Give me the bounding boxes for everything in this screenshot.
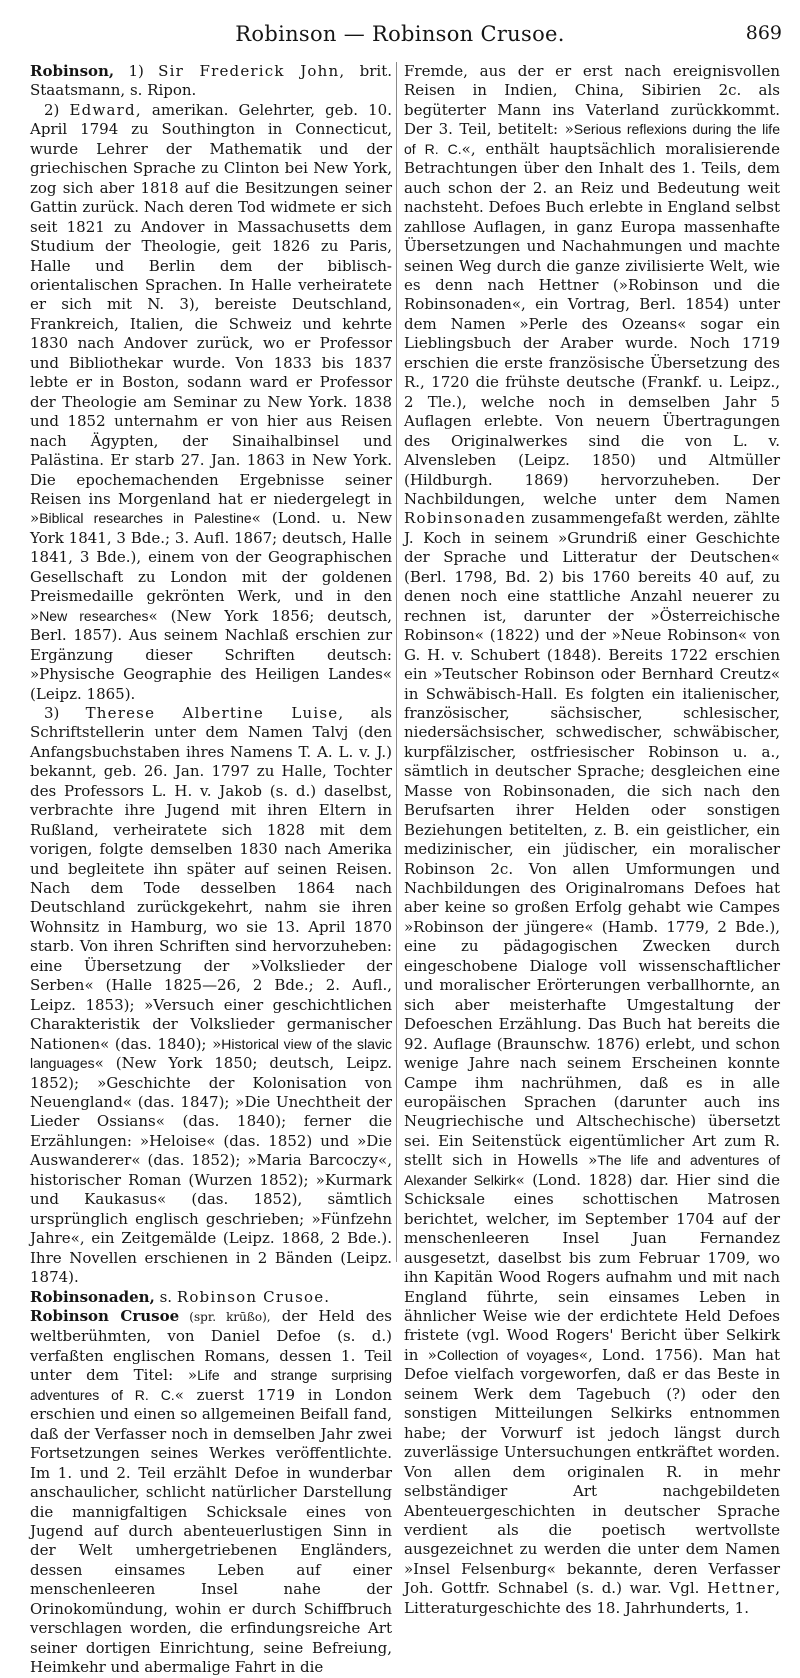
text-run: «, enthält hauptsächlich moralisierende Betrachtungen über den Inhalt des 1. Teils, dem auch schon der 2. an Reiz und Bedeutung weit nachsteht. Defoes Buch erlebte in England selbst zahllose Auflagen, in ganz Europa massenhafte Übersetzungen und Nachahmungen und machte seinen Weg durch die ganze zivilisierte Welt, wie es denn nach Hettner (»Robinson und die Robinsonaden«, ein Vortrag, Berl. 1854) unter dem Namen »Perle des Ozeans« sogar ein Lieblingsbuch der Araber wurde. Noch 1719 erschien die erste französische Übersetzung des R., 1720 die frühste deutsche (Frankf. u. Leipz., 2 Tle.), welche noch in demselben Jahr 5 Auflagen erlebte. Von neuern Übertragungen des Originalwerkes sind die von L. v. Alvensleben (Leipz. 1850) und Altmüller (Hildburgh. 1869) hervorzuheben. Der Nachbildungen, welche unter dem Namen — [404, 139, 780, 508]
text-run: brit. Staatsmann, s. Ripon. — [30, 62, 393, 100]
entry-lemma: Robinson, — [30, 62, 115, 80]
person-name: Therese Albertine Luise, — [85, 703, 345, 722]
entry-robinsonaden — [30, 1288, 392, 1307]
text-run: « (Lond. u. New York 1841, 3 Bde.; 3. Aufl. 1867; deutsch, Halle 1841, 3 Bde.), einem von der Geographischen Gesellschaft zu London mit der goldenen Preismedaille gekrönten Werk, und in den » — [30, 509, 392, 625]
entry-lemma: Robinson Crusoe — [30, 1307, 180, 1325]
cross-reference: Robinson Crusoe. — [176, 1287, 331, 1306]
entry-lemma: Robinsonaden, — [30, 1287, 155, 1306]
page-header — [0, 0, 800, 52]
book-title: Historical view of the slavic languages — [30, 1035, 392, 1072]
running-title: Robinson — Robinson Crusoe. — [235, 22, 565, 46]
column-divider — [396, 62, 397, 1262]
text-run: der Held des weltberühmten, von Daniel Defoe (s. d.) verfaßten englischen Romans, dessen 1. Teil unter dem Titel: » — [30, 1307, 393, 1385]
text-run: «, Lond. 1756). Man hat Defoe vielfach vorgeworfen, daß er das Beste in seinem Werk dem Tagebuch (?) oder den sonstigen Mitteilungen Selkirks entnommen habe; der Vorwurf ist jedoch längst durch zuverlässige Untersuchungen entkräftet worden. Von allen dem originalen R. in mehr selbständiger Art nachgebildeten Abenteuergeschichten in deutscher Sprache verdient als die poetisch wertvollste ausgezeichnet zu werden die unter dem Namen »Insel Felsenburg« bekannte, deren Verfasser Joh. Gottfr. Schnabel (s. d.) war. Vgl. — [404, 1345, 780, 1598]
book-title: Life and strange surprising adventures of R. C. — [30, 1367, 392, 1403]
book-title: Serious reflexions during the life of R. C. — [404, 121, 780, 157]
text-run: 3) — [44, 703, 86, 722]
text-run: amerikan. Gelehrter, geb. 10. April 1794 zu Southington in Connecticut, wurde Lehrer der Mathematik und der griechischen Sprache zu Clinton bei New York, zog sich aber 1818 auf die Besitzungen seiner Gattin zurück. Nach deren Tod widmete er sich seit 1821 zu Andover in Massachusetts dem Studium der Theologie, geit 1826 zu Paris, Halle und Berlin dem der biblisch-orientalischen Sprachen. In Halle verheiratete er sich mit N. 3), bereiste Deutschland, Frankreich, Italien, die Schweiz und kehrte 1830 nach Andover zurück, wo er Professor und Bibliothekar wurde. Von 1833 bis 1837 lebte er in Boston, sodann ward er Professor der Theologie am Seminar zu New York. 1838 und 1852 unternahm er von hier aus Reisen nach Ägypten, der Sinaihalbinsel und Palästina. Er starb 27. Jan. 1863 in New York. Die epochemachenden Ergebnisse seiner Reisen ins Morgenland hat er niedergelegt in » — [30, 100, 392, 528]
text-run: 2) — [44, 100, 70, 119]
text-run: Fremde, aus der er erst nach ereignisvollen Reisen in Indien, China, Sibirien 2c. als begüterter Mann ins Vaterland zurückkommt. Der 3. Teil, betitelt: » — [404, 62, 780, 139]
entry-robinson-paragraph-2 — [30, 101, 392, 704]
text-run: als Schriftstellerin unter dem Namen Talvj (den Anfangsbuchstaben ihres Namens T. A. L. v. J.) bekannt, geb. 26. Jan. 1797 zu Halle, Tochter des Professors L. H. v. Jakob (s. d.) daselbst, verbrachte ihre Jugend mit ihren Eltern in Rußland, verheiratete sich 1828 mit dem vorigen, folgte demselben 1830 nach Amerika und begleitete ihn später auf seinen Reisen. Nach dem Tode desselben 1864 nach Deutschland zurückgekehrt, nahm sie ihren Wohnsitz in Hamburg, wo sie 13. April 1870 starb. Von ihren Schriften sind hervorzuheben: eine Übersetzung der »Volkslieder der Serben« (Halle 1825—26, 2 Bde.; 2. Aufl., Leipz. 1853); »Versuch einer geschichtlichen Charakteristik der Volkslieder germanischer Nationen« (das. 1840); » — [30, 703, 392, 1053]
page-number: 869 — [745, 22, 782, 44]
person-name: Sir Frederick John, — [158, 62, 346, 80]
text-run: « zuerst 1719 in London erschien und einen so allgemeinen Beifall fand, daß der Verfasser noch in demselben Jahr zwei Fortsetzungen seines Werkes veröffentlichte. Im 1. und 2. Teil erzählt Defoe in wunderbar anschaulicher, schlicht natürlicher Darstellung die mannigfaltigen Schicksale eines von Jugend auf durch abenteuerlustigen Sinn in der Welt umhergetriebenen Engländers, dessen einsames Leben auf einer menschenleeren Insel nahe der Orinokomündung, wohin er durch Schiffbruch verschlagen worden, die erfindungsreiche Art seiner dortigen Einrichtung, seine Befreiung, Heimkehr und abermalige Fahrt in die — [30, 1385, 392, 1677]
text-run: « (Lond. 1828) dar. Hier sind die Schicksale eines schottischen Matrosen berichtet, welcher, im September 1704 auf der menschenleeren Insel Juan Fernandez ausgesetzt, daselbst bis zum Februar 1709, wo ihn Kapitän Wood Rogers aufnahm und mit nach England führte, sein einsames Leben in ähnlicher Weise wie der erdichtete Held Defoes fristete (vgl. Wood Rogers' Bericht über Selkirk in » — [404, 1170, 780, 1364]
pronunciation: (spr. krūßo), — [179, 1310, 271, 1324]
text-run: s. — [154, 1287, 177, 1306]
left-column — [30, 62, 393, 1677]
entry-robinson-paragraph-1 — [30, 62, 392, 101]
right-column — [404, 62, 780, 1617]
book-title: Collection of voyages — [436, 1346, 579, 1363]
person-name: Hettner — [707, 1579, 776, 1598]
emphasized-term: Robinsonaden — [404, 509, 527, 528]
entry-robinson-crusoe-continued — [404, 62, 780, 1618]
book-title: New researches — [39, 607, 149, 624]
entry-robinson-paragraph-3 — [30, 704, 392, 1288]
text-run: « (New York 1850; deutsch, Leipz. 1852); »Geschichte der Kolonisation von Neuengland« (das. 1847); »Die Unechtheit der Lieder Ossians« (das. 1840); ferner die Erzählungen: »Heloise« (das. 1852) und »Die Auswanderer« (das. 1852); »Maria Barcoczy«, historischer Roman (Wurzen 1852); »Kurmark und Kaukasus« (das. 1852), sämtlich ursprünglich englisch geschrieben; »Fünfzehn Jahre«, ein Zeitgemälde (Leipz. 1868, 2 Bde.). Ihre Novellen erschienen in 2 Bänden (Leipz. 1874). — [30, 1054, 392, 1287]
text-run: , Litteraturgeschichte des 18. Jahrhunderts, 1. — [404, 1579, 780, 1617]
text-run: « (New York 1856; deutsch, Berl. 1857). Aus seinem Nachlaß erschien zur Ergänzung dieser Schriften deutsch: »Physische Geographie des Heiligen Landes« (Leipz. 1865). — [30, 606, 392, 703]
book-title: Biblical researches in Palestine — [39, 510, 252, 527]
entry-robinson-crusoe — [30, 1307, 392, 1678]
text-run: 1) — [114, 62, 159, 80]
person-name: Edward, — [69, 100, 142, 119]
text-run: zusammengefaßt werden, zählte J. Koch in seinem »Grundriß einer Geschichte der Sprache und Litteratur der Deutschen« (Berl. 1798, Bd. 2) bis 1760 bereits 40 auf, zu denen noch eine stattliche Anzahl neuerer zu rechnen ist, darunter der »Österreichische Robinson« (1822) und der »Neue Robinson« von G. H. v. Schubert (1848). Bereits 1722 erschien ein »Teutscher Robinson oder Bernhard Creutz« in Schwäbisch-Hall. Es folgten ein italienischer, französischer, sächsischer, schlesischer, niedersächsischer, schwedischer, schwäbischer, kurpfälzischer, ostfriesischer Robinson u. a., sämtlich in deutscher Sprache; desgleichen eine Masse von Robinsonaden, die sich nach den Berufsarten ihrer Helden oder sonstigen Beziehungen betitelten, z. B. ein geistlicher, ein medizinischer, ein jüdischer, ein moralischer Robinson 2c. Von allen Umformungen und Nachbildungen des Originalromans Defoes hat aber keine so großen Erfolg gehabt wie Campes »Robinson der jüngere« (Hamb. 1779, 2 Bde.), eine zu pädagogischen Zwecken durch eingeschobene Dialoge voll wissenschaftlicher und moralischer Erörterungen verballhornte, an sich aber meisterhafte Umgestaltung der Defoeschen Erzählung. Das Buch hat bereits die 92. Auflage (Braunschw. 1876) erlebt, und schon wenige Jahre nach seinem Erscheinen konnte Campe ihm nachrühmen, daß es in alle europäischen Sprachen (darunter auch ins Neugriechische und Altschechische) übersetzt sei. Ein Seitenstück eigentümlicher Art zum R. stellt sich in Howells » — [404, 509, 780, 1170]
book-title: The life and adventures of Alexander Selkirk — [404, 1152, 780, 1188]
